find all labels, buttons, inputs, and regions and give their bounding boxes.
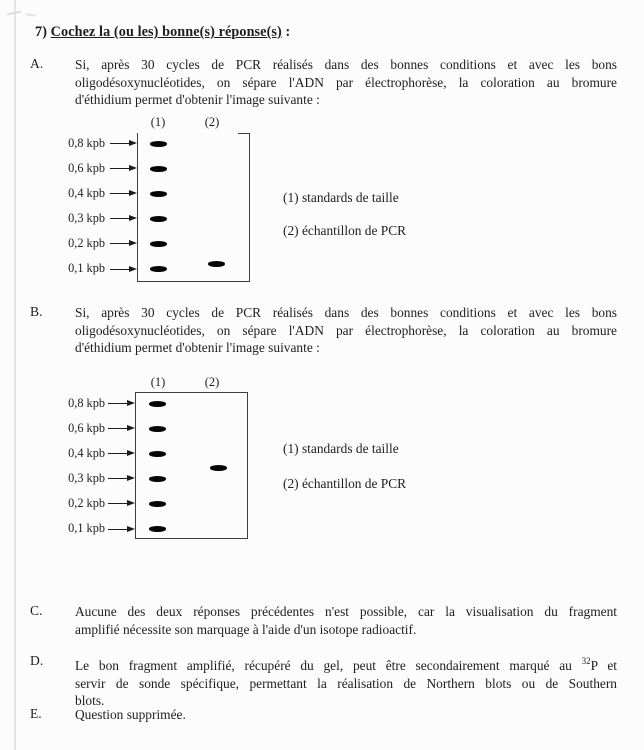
legend-standards: (1) standards de taille <box>283 441 399 456</box>
marker-arrow-icon <box>108 503 127 504</box>
option-a-line1: Si, après 30 cycles de PCR réalisés dans des bonnes conditions et avec les bons <box>75 57 617 72</box>
lane2-band <box>210 465 227 471</box>
marker-arrow-icon <box>110 168 129 169</box>
option-c-letter: C. <box>30 603 43 618</box>
question-title-suffix: : <box>281 24 291 40</box>
lane1-band <box>150 141 167 147</box>
gel-diagram-a <box>0 112 644 292</box>
option-a-text <box>75 56 617 109</box>
size-marker-label: 0,1 kpb <box>68 521 105 535</box>
option-a-line2: oligodésoxynucléotides, on sépare l'ADN par électrophorèse, la coloration au bromure <box>75 74 617 90</box>
option-b-letter: B. <box>30 304 43 319</box>
size-marker-label: 0,3 kpb <box>68 211 105 225</box>
option-b-text <box>75 304 617 357</box>
marker-arrow-icon <box>110 218 129 219</box>
option-d-line1 <box>75 653 617 675</box>
gel-box <box>137 133 250 282</box>
lane1-band <box>150 266 167 272</box>
option-c-text <box>75 603 617 638</box>
question-title-underlined: Cochez la (ou les) bonne(s) réponse(s) <box>50 24 282 40</box>
lane1-header: (1) <box>150 375 166 389</box>
lane1-band <box>149 426 166 432</box>
lane2-band <box>208 261 225 267</box>
option-d-line2: servir de sonde spécifique, permettant la réalisation de Northern blots ou de Southern <box>75 675 617 691</box>
option-e-letter: E. <box>30 706 42 721</box>
marker-arrow-icon <box>108 403 127 404</box>
marker-arrow-icon <box>108 529 127 530</box>
option-c-line1: Aucune des deux réponses précédentes n'est possible, car la visualisation du fragment <box>75 604 617 619</box>
size-marker-label: 0,4 kpb <box>68 186 105 200</box>
size-marker-label: 0,2 kpb <box>68 236 105 250</box>
gel-box-top-corner <box>238 133 250 134</box>
marker-arrow-icon <box>110 193 129 194</box>
question-number: 7) <box>35 24 51 40</box>
marker-arrow-icon <box>108 453 127 454</box>
option-a-letter: A. <box>30 56 44 71</box>
lane1-band <box>149 401 166 407</box>
scan-smudge <box>26 13 36 16</box>
marker-arrow-icon <box>108 428 127 429</box>
marker-arrow-icon <box>110 269 129 270</box>
gel-diagram-b <box>0 372 644 557</box>
lane1-band <box>150 216 167 222</box>
size-marker-label: 0,1 kpb <box>68 261 105 275</box>
size-marker-label: 0,4 kpb <box>68 446 105 460</box>
size-marker-label: 0,6 kpb <box>68 421 105 435</box>
lane1-band <box>149 476 166 482</box>
lane2-header: (2) <box>204 375 220 389</box>
legend-sample: (2) échantillon de PCR <box>283 223 407 238</box>
option-a-line3: d'éthidium permet d'obtenir l'image suivante : <box>75 92 320 107</box>
lane1-band <box>150 241 167 247</box>
legend-standards: (1) standards de taille <box>283 190 399 205</box>
size-marker-label: 0,8 kpb <box>68 396 105 410</box>
size-marker-label: 0,2 kpb <box>68 496 105 510</box>
lane1-band <box>149 451 166 457</box>
size-marker-label: 0,6 kpb <box>68 161 105 175</box>
option-d-letter: D. <box>30 653 44 668</box>
legend-sample: (2) échantillon de PCR <box>283 476 407 491</box>
gel-box <box>135 392 248 539</box>
lane1-band <box>149 501 166 507</box>
option-d-line1-text: Le bon fragment amplifié, récupéré du gel, peut être secondairement marqué au <box>75 658 582 673</box>
option-c-line2: amplifié nécessite son marquage à l'aide d'un isotope radioactif. <box>75 621 417 637</box>
marker-arrow-icon <box>110 143 129 144</box>
option-b-line3: d'éthidium permet d'obtenir l'image suivante : <box>75 340 320 355</box>
size-marker-label: 0,3 kpb <box>68 471 105 485</box>
option-b-line1: Si, après 30 cycles de PCR réalisés dans des bonnes conditions et avec les bons <box>75 305 617 320</box>
lane1-header: (1) <box>150 115 166 129</box>
question-title <box>35 24 290 41</box>
size-marker-label: 0,8 kpb <box>68 136 105 150</box>
option-b-line2: oligodésoxynucléotides, on sépare l'ADN par électrophorèse, la coloration au bromure <box>75 322 617 338</box>
marker-arrow-icon <box>110 243 129 244</box>
option-e-text: Question supprimée. <box>75 707 186 722</box>
option-d-text <box>75 653 617 710</box>
lane2-header: (2) <box>204 115 220 129</box>
option-d-line1-end: P et <box>590 658 618 673</box>
isotope-superscript: 32 <box>581 656 591 666</box>
lane1-band <box>150 191 167 197</box>
lane1-band <box>150 166 167 172</box>
marker-arrow-icon <box>108 478 127 479</box>
lane1-band <box>149 526 166 532</box>
option-d-line3: blots. <box>75 693 105 708</box>
